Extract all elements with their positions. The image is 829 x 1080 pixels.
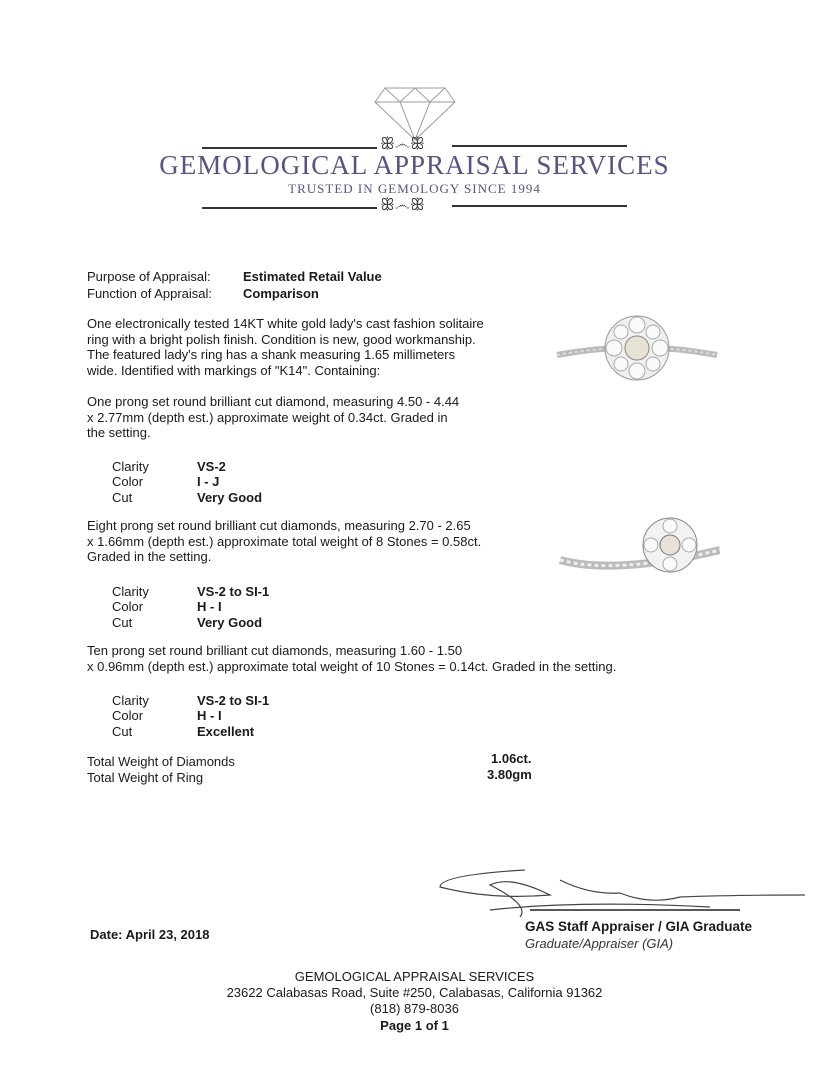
clarity-value: VS-2 bbox=[197, 459, 226, 474]
center-stone-description bbox=[87, 394, 459, 441]
page-number: Page 1 of 1 bbox=[380, 1018, 449, 1033]
clarity-value: VS-2 to SI-1 bbox=[197, 693, 270, 708]
ten-stones-description bbox=[87, 643, 616, 674]
total-ring-label: Total Weight of Ring bbox=[87, 770, 204, 785]
ring-description bbox=[87, 316, 484, 378]
purpose-value: Estimated Retail Value bbox=[243, 269, 382, 284]
clarity-label: Clarity bbox=[112, 693, 149, 708]
color-value: I - J bbox=[197, 474, 220, 489]
ring-side-view-image bbox=[555, 515, 720, 590]
cut-value: Very Good bbox=[197, 615, 263, 630]
appraisal-date: Date: April 23, 2018 bbox=[90, 927, 210, 942]
color-value: H - I bbox=[197, 599, 222, 614]
description-line: The featured lady's ring has a shank measuring 1.65 millimeters bbox=[87, 347, 456, 362]
eight-stones-description bbox=[87, 518, 481, 565]
cut-label: Cut bbox=[112, 615, 133, 630]
description-line: One electronically tested 14KT white gold lady's cast fashion solitaire bbox=[87, 316, 484, 331]
stone-line: x 1.66mm (depth est.) approximate total weight of 8 Stones = 0.58ct. bbox=[87, 533, 482, 549]
total-diamonds-value: 1.06ct. bbox=[491, 751, 532, 766]
footer-phone: (818) 879-8036 bbox=[370, 1001, 459, 1016]
description-line: ring with a bright polish finish. Condition is new, good workmanship. bbox=[87, 331, 476, 347]
function-label: Function of Appraisal: bbox=[87, 286, 213, 301]
stone-line: One prong set round brilliant cut diamond, measuring 4.50 - 4.44 bbox=[87, 394, 460, 409]
ring-top-view-image bbox=[552, 310, 722, 390]
cut-value: Excellent bbox=[197, 724, 255, 739]
purpose-label: Purpose of Appraisal: bbox=[87, 269, 211, 284]
stone-line: x 0.96mm (depth est.) approximate total weight of 10 Stones = 0.14ct. Graded in the setting. bbox=[87, 658, 617, 674]
cut-value: Very Good bbox=[197, 490, 263, 505]
logo-rule-top bbox=[202, 147, 377, 149]
signature-title: GAS Staff Appraiser / GIA Graduate bbox=[525, 919, 753, 934]
description-line: wide. Identified with markings of "K14". Containing: bbox=[87, 362, 381, 378]
footer-address: 23622 Calabasas Road, Suite #250, Calabasas, California 91362 bbox=[226, 985, 603, 1000]
ornament-icon: ꕥ෴ꕥ bbox=[380, 197, 425, 214]
company-tagline: TRUSTED IN GEMOLOGY SINCE 1994 bbox=[288, 181, 541, 196]
stone-line: x 2.77mm (depth est.) approximate weight of 0.34ct. Graded in bbox=[87, 409, 448, 425]
stone-line: Eight prong set round brilliant cut diamonds, measuring 2.70 - 2.65 bbox=[87, 518, 471, 533]
ornament-icon: ꕥ෴ꕥ bbox=[380, 136, 425, 153]
logo-rule-bottom bbox=[202, 207, 377, 209]
signature-image bbox=[430, 865, 820, 925]
company-logo-title: GEMOLOGICAL APPRAISAL SERVICES bbox=[159, 150, 670, 180]
footer-company: GEMOLOGICAL APPRAISAL SERVICES bbox=[294, 969, 535, 984]
stone-line: Ten prong set round brilliant cut diamonds, measuring 1.60 - 1.50 bbox=[87, 643, 463, 658]
logo-rule-top bbox=[452, 145, 627, 147]
diamond-logo-icon bbox=[370, 82, 460, 142]
clarity-label: Clarity bbox=[112, 459, 149, 474]
clarity-label: Clarity bbox=[112, 584, 149, 599]
stone-line: the setting. bbox=[87, 425, 151, 440]
color-label: Color bbox=[112, 599, 144, 614]
color-label: Color bbox=[112, 708, 144, 723]
stone-line: Graded in the setting. bbox=[87, 549, 212, 564]
clarity-value: VS-2 to SI-1 bbox=[197, 584, 270, 599]
logo-rule-bottom bbox=[452, 205, 627, 207]
total-ring-value: 3.80gm bbox=[487, 767, 532, 782]
signature-subtitle: Graduate/Appraiser (GIA) bbox=[525, 936, 674, 951]
color-value: H - I bbox=[197, 708, 222, 723]
cut-label: Cut bbox=[112, 724, 133, 739]
color-label: Color bbox=[112, 474, 144, 489]
function-value: Comparison bbox=[243, 286, 319, 301]
cut-label: Cut bbox=[112, 490, 133, 505]
total-diamonds-label: Total Weight of Diamonds bbox=[87, 754, 235, 769]
